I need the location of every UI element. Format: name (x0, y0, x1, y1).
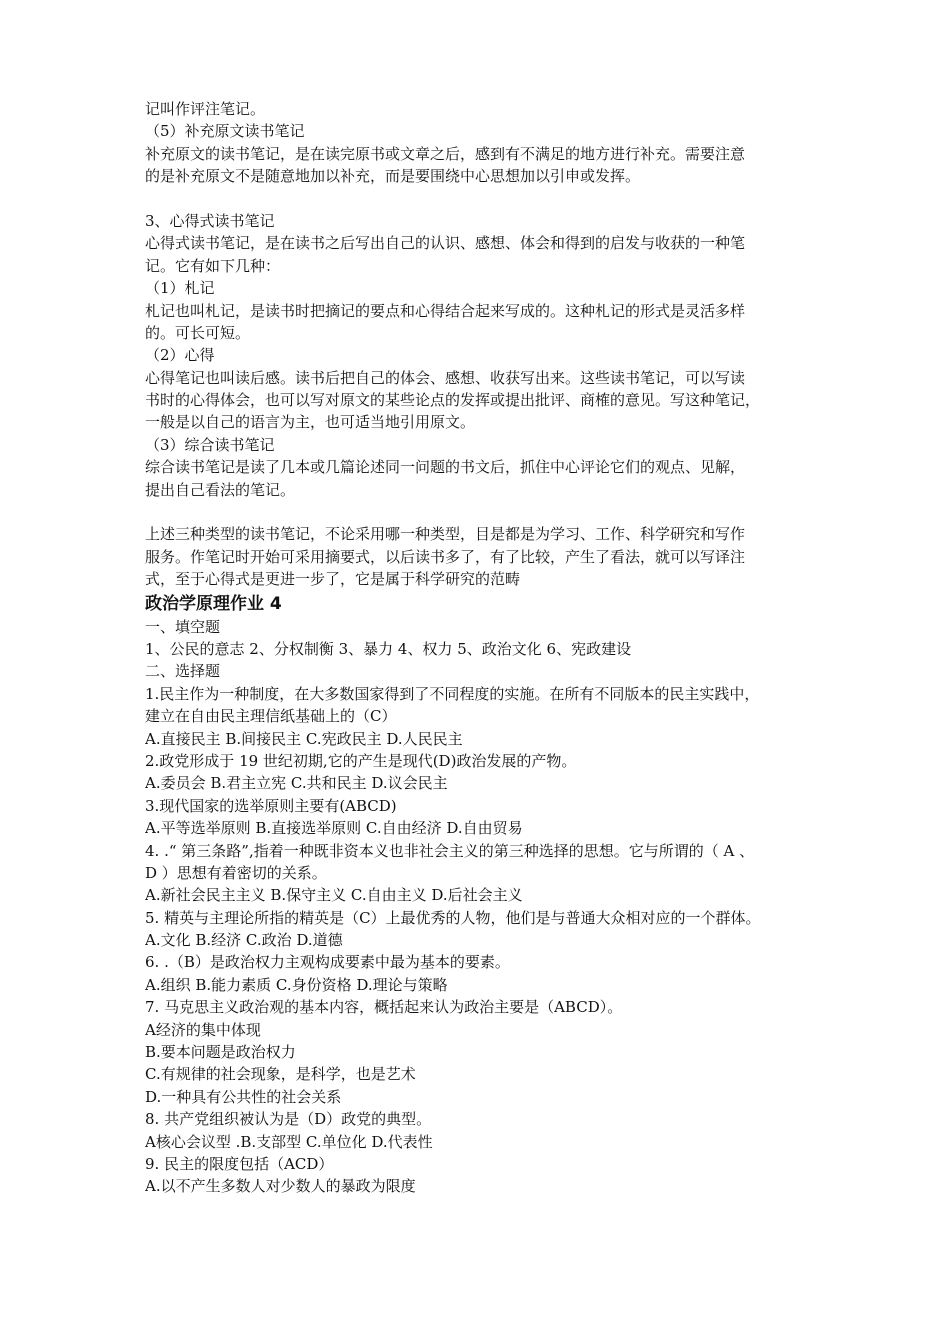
text-line: D.一种具有公共性的社会关系 (145, 1087, 342, 1106)
text-line: 的是补充原文不是随意地加以补充，而是要围绕中心思想加以引申或发挥。 (145, 167, 641, 186)
text-line: 建立在自由民主理信纸基础上的（C） (145, 707, 397, 726)
text-line: （3）综合读书笔记 (145, 435, 275, 454)
text-line: A核心会议型 .B.支部型 C.单位化 D.代表性 (145, 1132, 433, 1151)
text-line: 的。可长可短。 (145, 323, 251, 342)
text-line: 6. .（B）是政治权力主观构成要素中最为基本的要素。 (145, 953, 510, 972)
text-line: 服务。作笔记时开始可采用摘要式，以后读书多了，有了比较，产生了看法，就可以写译注 (145, 547, 746, 566)
text-line: A.直接民主 B.间接民主 C.宪政民主 D.人民民主 (145, 729, 463, 748)
text-line: （5）补充原文读书笔记 (145, 122, 305, 141)
text-line: D ）思想有着密切的关系。 (145, 863, 327, 882)
text-line: A.委员会 B.君主立宪 C.共和民主 D.议会民主 (145, 774, 448, 793)
text-line: 式，至于心得式是更进一步了，它是属于科学研究的范畴 (145, 570, 521, 589)
text-line: 一般是以自己的语言为主，也可适当地引用原文。 (145, 413, 476, 432)
text-line: 上述三种类型的读书笔记，不论采用哪一种类型，目是都是为学习、工作、科学研究和写作 (145, 525, 746, 544)
text-line: 综合读书笔记是读了几本或几篇论述同一问题的书文后，抓住中心评论它们的观点、见解， (145, 458, 746, 477)
text-line: 心得笔记也叫读后感。读书后把自己的体会、感想、收获写出来。这些读书笔记，可以写读 (145, 368, 746, 387)
text-line: 提出自己看法的笔记。 (145, 480, 296, 499)
text-line: 二、选择题 (145, 662, 221, 681)
text-line: （2）心得 (145, 346, 215, 365)
text-line: 7. 马克思主义政治观的基本内容，概括起来认为政治主要是（ABCD）。 (145, 998, 623, 1017)
text-line: C.有规律的社会现象，是科学，也是艺术 (145, 1065, 416, 1084)
text-line: 8. 共产党组织被认为是（D）政党的典型。 (145, 1110, 432, 1129)
text-line: A.组织 B.能力素质 C.身份资格 D.理论与策略 (145, 975, 448, 994)
text-line: 1.民主作为一种制度，在大多数国家得到了不同程度的实施。在所有不同版本的民主实践中， (145, 684, 760, 703)
text-line: 札记也叫札记，是读书时把摘记的要点和心得结合起来写成的。这种札记的形式是灵活多样 (145, 301, 746, 320)
text-line: 记叫作评注笔记。 (145, 100, 266, 118)
text-line: A.平等选举原则 B.直接选举原则 C.自由经济 D.自由贸易 (145, 819, 523, 838)
document-page (145, 98, 820, 1198)
text-line: 记。它有如下几种： (145, 256, 281, 275)
text-line: （1）札记 (145, 279, 215, 298)
section-reflective-notes (145, 210, 820, 501)
text-line: B.要本问题是政治权力 (145, 1043, 296, 1062)
text-line: A经济的集中体现 (145, 1020, 261, 1039)
text-line: A.文化 B.经济 C.政治 D.道德 (145, 931, 343, 950)
text-line: 3、心得式读书笔记 (145, 211, 275, 230)
text-line: A.以不产生多数人对少数人的暴政为限度 (145, 1177, 416, 1196)
text-line: 5. 精英与主理论所指的精英是（C）上最优秀的人物，他们是与普通大众相对应的一个群体。 (145, 908, 761, 927)
text-line: 4. .“ 第三条路”,指着一种既非资本义也非社会主义的第三种选择的思想。它与所谓的（ A 、 (145, 841, 755, 860)
text-line: 3.现代国家的选举原则主要有(ABCD) (145, 796, 397, 815)
blank-line (145, 188, 820, 210)
text-line: 9. 民主的限度包括（ACD） (145, 1154, 334, 1173)
text-line: 书时的心得体会，也可以写对原文的某些论点的发挥或提出批评、商榷的意见。写这种笔记， (145, 391, 761, 410)
text-line: 一、填空题 (145, 617, 221, 636)
section-summary (145, 523, 820, 590)
text-line: 心得式读书笔记，是在读书之后写出自己的认识、感想、体会和得到的启发与收获的一种笔 (145, 234, 746, 253)
text-line: A.新社会民主主义 B.保守主义 C.自由主义 D.后社会主义 (145, 886, 523, 905)
section-annotation-notes (145, 98, 820, 188)
text-line: 补充原文的读书笔记，是在读完原书或文章之后，感到有不满足的地方进行补充。需要注意 (145, 144, 746, 163)
text-line: 2.政党形成于 19 世纪初期,它的产生是现代(D)政治发展的产物。 (145, 751, 577, 770)
homework-title: 政治学原理作业 4 (145, 593, 282, 614)
homework-body (145, 616, 820, 1198)
text-line: 1、公民的意志 2、分权制衡 3、暴力 4、权力 5、政治文化 6、宪政建设 (145, 639, 632, 658)
blank-line (145, 501, 820, 523)
